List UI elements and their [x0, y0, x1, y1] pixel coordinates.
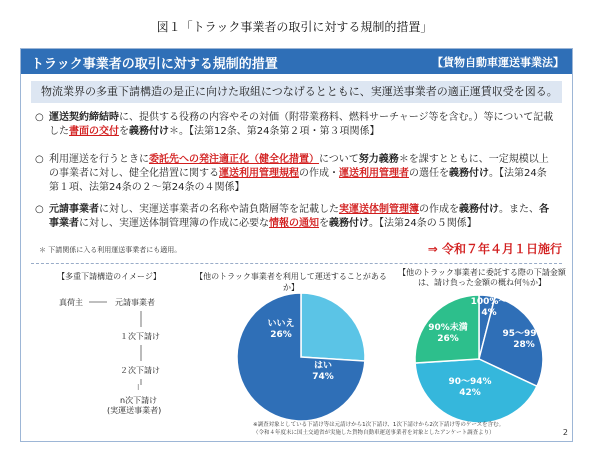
measure-text	[49, 203, 555, 231]
measure-item-ledger	[35, 203, 555, 231]
effective-date: ⇒ 令和７年４月１日施行	[427, 242, 562, 256]
figure-caption: 図１「トラック事業者の取引に対する規制的措置」	[156, 20, 433, 34]
text-segment: を	[119, 126, 129, 137]
text-segment: 書面の交付	[69, 126, 119, 137]
pie-chart-usage	[231, 287, 371, 427]
panel-header	[21, 49, 572, 74]
applicability-note: ＊ 下請関係に入る利用運送事業者にも適用。	[39, 246, 182, 254]
second-tier-node: ２次下請け	[120, 366, 160, 375]
slice-label: 95～99%	[502, 329, 546, 339]
slice-label: いいえ	[267, 319, 295, 329]
text-segment: 。また、	[499, 204, 539, 215]
panel-title: トラック事業者の取引に対する規制的措置	[31, 57, 278, 72]
text-segment: 委託先への発注適正化（健全化措置）	[149, 154, 319, 165]
nth-tier-node: n次下請け	[120, 396, 158, 405]
slice-label: はい	[313, 361, 332, 371]
pie-slice	[301, 293, 365, 361]
section-divider	[31, 263, 562, 264]
subcontract-diagram-title: 【多重下請構造のイメージ】	[57, 272, 161, 281]
bullet-icon: ○	[35, 154, 44, 165]
slice-value: 26%	[270, 330, 292, 340]
text-segment: 義務付け	[459, 204, 499, 215]
text-segment: 。【法第24条第１項、法第24条の２～第24条の４関係】	[49, 168, 547, 193]
text-segment: 義務付け	[329, 218, 369, 229]
text-segment: 義務付け	[449, 168, 489, 179]
slice-value: 28%	[513, 340, 535, 350]
measure-item-contract	[35, 111, 555, 139]
prime-contractor-node: 元請事業者	[115, 298, 155, 307]
pie2-label-95	[499, 329, 549, 351]
slice-value: 26%	[437, 334, 459, 344]
slice-value: 4%	[481, 308, 497, 318]
text-segment: 運送契約締結時	[49, 112, 119, 123]
pie2-label-100	[467, 297, 511, 319]
measure-text	[49, 153, 555, 195]
text-segment: 運送利用管理規程	[219, 168, 299, 179]
pie-chart-1-title: 【他のトラック事業者を利用して運送することがあるか】	[195, 272, 387, 292]
text-segment: 努力義務	[358, 154, 399, 165]
text-segment: 運送利用管理者	[339, 168, 409, 179]
survey-footnote	[253, 421, 563, 437]
text-segment: の作成を	[419, 204, 459, 215]
text-segment: 元請事業者	[49, 204, 99, 215]
intro-text: 物流業界の多重下請構造の是正に向けた取組につなげるとともに、実運送事業者の適正運賃収受を図る。	[31, 81, 562, 103]
pie1-label-no	[261, 319, 301, 341]
page-number: 2	[562, 428, 568, 437]
text-segment: 。【法第24条の５関係】	[369, 218, 477, 229]
first-tier-node: １次下請け	[120, 332, 160, 341]
slice-value: 74%	[312, 372, 334, 382]
text-segment: ＊。【法第12条、第24条第２項・第３項関係】	[169, 126, 380, 137]
shipper-node: 真荷主	[59, 298, 83, 307]
text-segment: について	[319, 154, 359, 165]
pie-chart-2-title: 【他のトラック事業者に委託する際の下請金額は、請け負った金額の概ね何％か】	[398, 268, 566, 287]
measure-text	[49, 111, 555, 139]
measure-item-subcontract	[35, 153, 555, 195]
text-segment: の選任を	[409, 168, 449, 179]
actual-carrier-node: (実運送事業者)	[107, 406, 162, 415]
text-segment: 各事業者	[49, 204, 549, 229]
text-segment: に対し、実運送事業者の名称や請負階層等を記載した	[99, 204, 339, 215]
text-segment: 義務付け	[129, 126, 169, 137]
footnote-line-2: （令和４年度末に国土交通省が実施した貨物自動車運送事業者を対象としたアンケート調査より）	[253, 430, 495, 436]
bullet-icon: ○	[35, 204, 44, 215]
measures-panel	[20, 48, 573, 442]
slice-value: 42%	[459, 388, 481, 398]
slice-label: 90%未満	[428, 323, 468, 333]
pie2-label-under90	[423, 323, 473, 345]
text-segment: の作成・	[299, 168, 339, 179]
text-segment: を	[319, 218, 329, 229]
law-tag: 【貨物自動車運送事業法】	[432, 56, 564, 69]
pie2-label-90	[445, 377, 495, 399]
footnote-line-1: ※調査対象としている下請け等は元請けから1次下請け、1次下請けから2次下請け等のケースを含む。	[253, 422, 505, 428]
text-segment: に対し、実運送体制管理簿の作成に必要な	[79, 218, 269, 229]
text-segment: に、提供する役務の内容やその対価（附帯業務料、燃料サーチャージ等を含む。）等について記載した	[49, 112, 554, 137]
ellipsis-node: ⁝	[137, 383, 140, 392]
bullet-icon: ○	[35, 112, 44, 123]
text-segment: 実運送体制管理簿	[339, 204, 419, 215]
slice-label: 100%～	[470, 297, 508, 307]
text-segment: 利用運送を行うときに	[49, 154, 149, 165]
pie1-label-yes	[303, 361, 343, 383]
text-segment: ＊を課すとともに、一定規模以上の事業者に対し、健全化措置に関する	[49, 154, 549, 179]
slice-label: 90～94%	[448, 377, 492, 387]
text-segment: 情報の通知	[269, 218, 319, 229]
